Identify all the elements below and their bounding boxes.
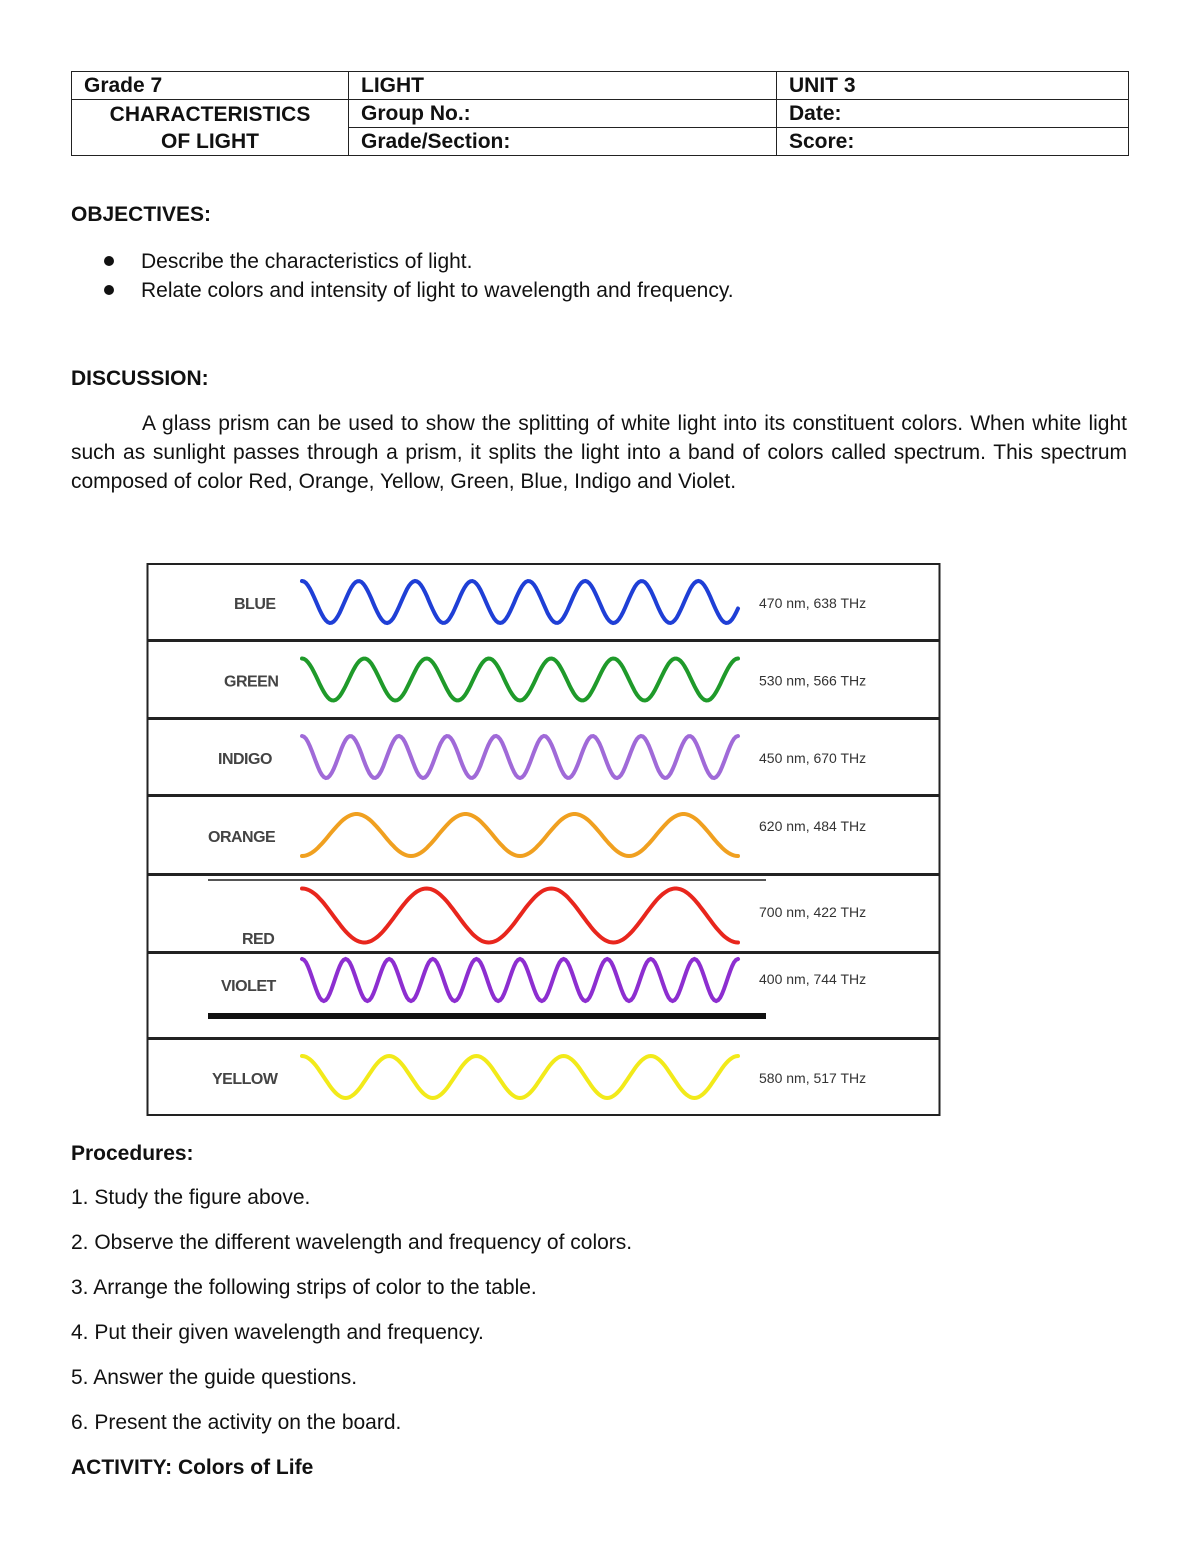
wave-info: 700 nm, 422 THz xyxy=(759,904,867,920)
objective-item: Describe the characteristics of light. xyxy=(104,247,734,276)
wave-label: VIOLET xyxy=(221,978,276,995)
wave-info: 530 nm, 566 THz xyxy=(759,672,867,689)
procedure-item: 1. Study the figure above. xyxy=(71,1186,311,1209)
wave-info: 620 nm, 484 THz xyxy=(759,818,867,834)
wave-info: 470 nm, 638 THz xyxy=(759,595,867,611)
wave-info: 400 nm, 744 THz xyxy=(759,971,867,987)
wave-label: GREEN xyxy=(224,673,279,691)
topic-line1: CHARACTERISTICS xyxy=(109,102,311,126)
subject-cell: LIGHT xyxy=(349,72,777,100)
wave-row-violet xyxy=(148,953,940,1038)
discussion-paragraph xyxy=(71,409,1127,496)
wave-info: 580 nm, 517 THz xyxy=(759,1070,867,1086)
wave-row-blue xyxy=(148,564,940,640)
grade-section-cell: Grade/Section: xyxy=(349,128,777,156)
score-cell: Score: xyxy=(777,128,1129,156)
topic-line2: OF LIGHT xyxy=(161,129,259,153)
procedure-item: 4. Put their given wavelength and frequency. xyxy=(71,1321,484,1344)
wave-row-indigo xyxy=(148,719,940,795)
discussion-text: A glass prism can be used to show the splitting of white light into its constituent colors. When white light such as sunlight passes through a prism, it splits the light into a band of colors called spectrum. This spectrum composed of color Red, Orange, Yellow, Green, Blue, Indigo and Violet. xyxy=(71,412,1127,493)
unit-cell: UNIT 3 xyxy=(777,72,1129,100)
objectives-heading: OBJECTIVES: xyxy=(71,203,212,226)
wave-label: ORANGE xyxy=(208,829,276,846)
procedure-item: 3. Arrange the following strips of color to the table. xyxy=(71,1276,537,1299)
discussion-heading: DISCUSSION: xyxy=(71,367,209,390)
row-frame xyxy=(148,953,940,1038)
date-cell: Date: xyxy=(777,100,1129,128)
wave-label: RED xyxy=(242,931,275,948)
wave-label: BLUE xyxy=(234,596,276,613)
procedure-item: 5. Answer the guide questions. xyxy=(71,1366,358,1389)
procedure-item: 6. Present the activity on the board. xyxy=(71,1411,402,1434)
wave-row-orange xyxy=(148,796,940,874)
wave-label: YELLOW xyxy=(212,1071,278,1088)
wave-info: 450 nm, 670 THz xyxy=(759,750,867,766)
wave-row-green xyxy=(148,641,940,718)
procedures-heading: Procedures: xyxy=(71,1142,194,1165)
objectives-list xyxy=(104,247,734,305)
objective-item: Relate colors and intensity of light to wavelength and frequency. xyxy=(104,276,734,305)
wave-row-yellow xyxy=(148,1039,940,1115)
procedure-item: 2. Observe the different wavelength and frequency of colors. xyxy=(71,1231,633,1254)
wave-label: INDIGO xyxy=(218,751,272,768)
spectrum-figure xyxy=(146,562,942,1118)
activity-heading: ACTIVITY: Colors of Life xyxy=(71,1456,314,1479)
group-no-cell: Group No.: xyxy=(349,100,777,128)
header-table xyxy=(71,71,1129,156)
topic-cell xyxy=(72,100,349,156)
grade-cell: Grade 7 xyxy=(72,72,349,100)
wave-row-red xyxy=(148,875,940,952)
